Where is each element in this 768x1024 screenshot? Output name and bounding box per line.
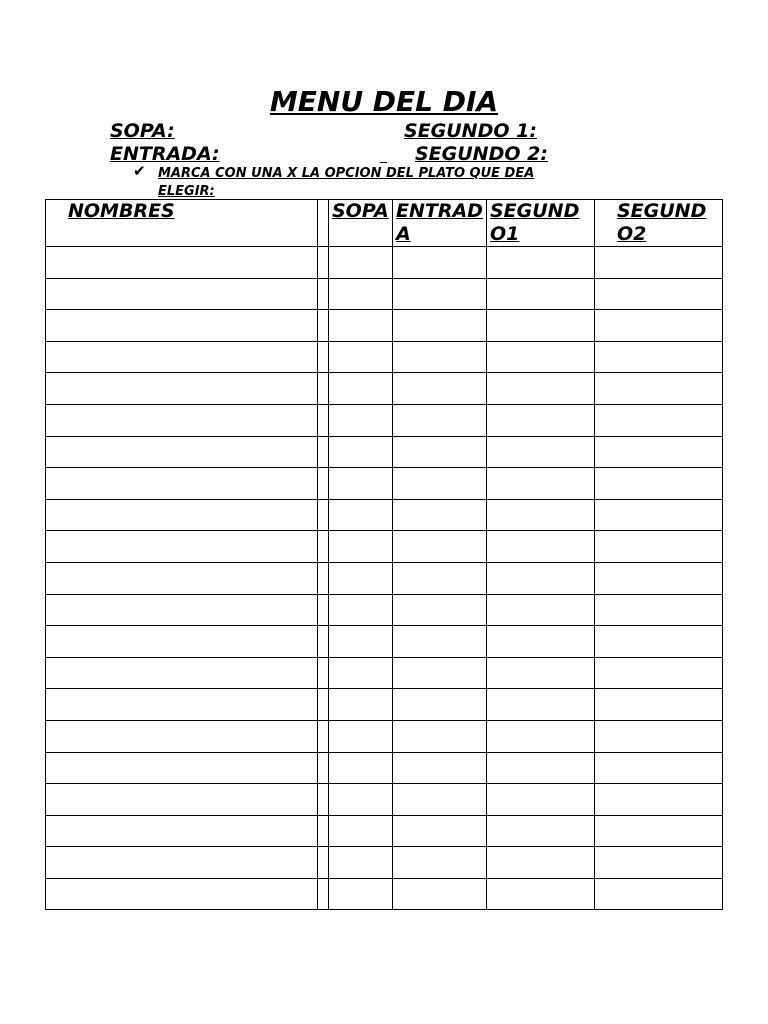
segundo1-cell[interactable] xyxy=(487,657,595,689)
table-row xyxy=(46,784,723,816)
entrada-cell[interactable] xyxy=(393,278,487,310)
entrada-cell[interactable] xyxy=(393,468,487,500)
nombre-cell[interactable] xyxy=(46,815,318,847)
segundo2-cell[interactable] xyxy=(595,499,723,531)
entrada-cell[interactable] xyxy=(393,341,487,373)
table-row xyxy=(46,373,723,405)
table-row xyxy=(46,815,723,847)
segundo2-cell[interactable] xyxy=(595,689,723,721)
entrada-cell[interactable] xyxy=(393,784,487,816)
segundo1-cell[interactable] xyxy=(487,752,595,784)
spacer-cell xyxy=(318,720,329,752)
sopa-cell[interactable] xyxy=(329,562,393,594)
segundo2-cell[interactable] xyxy=(595,847,723,879)
spacer-cell xyxy=(318,847,329,879)
segundo1-cell[interactable] xyxy=(487,562,595,594)
segundo2-cell[interactable] xyxy=(595,626,723,658)
table-row xyxy=(46,594,723,626)
spacer-cell xyxy=(318,626,329,658)
sopa-cell[interactable] xyxy=(329,847,393,879)
spacer-cell xyxy=(318,341,329,373)
spacer-cell xyxy=(318,815,329,847)
sopa-cell[interactable] xyxy=(329,815,393,847)
segundo2-cell[interactable] xyxy=(595,531,723,563)
segundo2-cell[interactable] xyxy=(595,436,723,468)
header-sopa-label: SOPA xyxy=(332,200,389,222)
table-row xyxy=(46,689,723,721)
sopa-cell[interactable] xyxy=(329,594,393,626)
spacer-cell xyxy=(318,531,329,563)
spacer-cell xyxy=(318,310,329,342)
table-header-row xyxy=(46,200,723,247)
table-row xyxy=(46,752,723,784)
segundo1-cell[interactable] xyxy=(487,531,595,563)
segundo1-cell[interactable] xyxy=(487,784,595,816)
segundo1-cell[interactable] xyxy=(487,815,595,847)
segundo1-cell[interactable] xyxy=(487,594,595,626)
table-row xyxy=(46,878,723,910)
nombre-cell[interactable] xyxy=(46,436,318,468)
underline-blank xyxy=(380,162,387,163)
menu-selection-table xyxy=(45,199,723,910)
segundo-1-label: SEGUNDO 1: xyxy=(404,120,537,142)
segundo1-cell[interactable] xyxy=(487,468,595,500)
spacer-cell xyxy=(318,752,329,784)
spacer-cell xyxy=(318,594,329,626)
segundo1-cell[interactable] xyxy=(487,878,595,910)
nombre-cell[interactable] xyxy=(46,404,318,436)
header-segundo2-label: SEGUNDO2 xyxy=(617,200,707,245)
nombre-cell[interactable] xyxy=(46,752,318,784)
table-row xyxy=(46,531,723,563)
segundo2-cell[interactable] xyxy=(595,373,723,405)
segundo1-cell[interactable] xyxy=(487,436,595,468)
spacer-cell xyxy=(318,247,329,279)
nombre-cell[interactable] xyxy=(46,720,318,752)
table-row xyxy=(46,626,723,658)
table-row xyxy=(46,657,723,689)
header-sopa xyxy=(329,200,393,247)
segundo1-cell[interactable] xyxy=(487,626,595,658)
entrada-cell[interactable] xyxy=(393,531,487,563)
sopa-cell[interactable] xyxy=(329,468,393,500)
entrada-label: ENTRADA: xyxy=(110,143,220,165)
table-row xyxy=(46,720,723,752)
table-row xyxy=(46,499,723,531)
segundo1-cell[interactable] xyxy=(487,373,595,405)
nombre-cell[interactable] xyxy=(46,689,318,721)
spacer-cell xyxy=(318,404,329,436)
segundo2-cell[interactable] xyxy=(595,562,723,594)
segundo2-cell[interactable] xyxy=(595,247,723,279)
segundo2-cell[interactable] xyxy=(595,278,723,310)
sopa-cell[interactable] xyxy=(329,341,393,373)
table-row xyxy=(46,436,723,468)
entrada-cell[interactable] xyxy=(393,657,487,689)
segundo1-cell[interactable] xyxy=(487,341,595,373)
nombre-cell[interactable] xyxy=(46,562,318,594)
sopa-cell[interactable] xyxy=(329,878,393,910)
nombre-cell[interactable] xyxy=(46,499,318,531)
nombre-cell[interactable] xyxy=(46,657,318,689)
table-row xyxy=(46,278,723,310)
entrada-cell[interactable] xyxy=(393,594,487,626)
segundo2-cell[interactable] xyxy=(595,341,723,373)
sopa-cell[interactable] xyxy=(329,689,393,721)
table-row xyxy=(46,341,723,373)
nombre-cell[interactable] xyxy=(46,531,318,563)
sopa-cell[interactable] xyxy=(329,247,393,279)
entrada-cell[interactable] xyxy=(393,404,487,436)
segundo2-cell[interactable] xyxy=(595,720,723,752)
page-title: MENU DEL DIA xyxy=(269,85,499,118)
table-row xyxy=(46,468,723,500)
table-row xyxy=(46,310,723,342)
nombre-cell[interactable] xyxy=(46,878,318,910)
entrada-cell[interactable] xyxy=(393,562,487,594)
segundo1-cell[interactable] xyxy=(487,310,595,342)
entrada-cell[interactable] xyxy=(393,373,487,405)
segundo1-cell[interactable] xyxy=(487,720,595,752)
entrada-cell[interactable] xyxy=(393,815,487,847)
segundo2-cell[interactable] xyxy=(595,310,723,342)
segundo2-cell[interactable] xyxy=(595,815,723,847)
nombre-cell[interactable] xyxy=(46,847,318,879)
spacer-cell xyxy=(318,657,329,689)
sopa-cell[interactable] xyxy=(329,752,393,784)
sopa-cell[interactable] xyxy=(329,720,393,752)
checkmark-icon: ✔ xyxy=(133,162,146,180)
entrada-cell[interactable] xyxy=(393,752,487,784)
sopa-cell[interactable] xyxy=(329,531,393,563)
spacer-cell xyxy=(318,784,329,816)
segundo2-cell[interactable] xyxy=(595,878,723,910)
instruction-line-2: ELEGIR: xyxy=(158,184,215,199)
nombre-cell[interactable] xyxy=(46,310,318,342)
sopa-cell[interactable] xyxy=(329,626,393,658)
header-nombres xyxy=(46,200,318,247)
sopa-cell[interactable] xyxy=(329,784,393,816)
entrada-cell[interactable] xyxy=(393,689,487,721)
segundo1-cell[interactable] xyxy=(487,404,595,436)
table-row xyxy=(46,404,723,436)
sopa-cell[interactable] xyxy=(329,310,393,342)
header-entrada xyxy=(393,200,487,247)
entrada-cell[interactable] xyxy=(393,310,487,342)
segundo2-cell[interactable] xyxy=(595,784,723,816)
entrada-cell[interactable] xyxy=(393,720,487,752)
nombre-cell[interactable] xyxy=(46,247,318,279)
entrada-cell[interactable] xyxy=(393,847,487,879)
nombre-cell[interactable] xyxy=(46,626,318,658)
sopa-cell[interactable] xyxy=(329,404,393,436)
spacer-cell xyxy=(318,278,329,310)
segundo1-cell[interactable] xyxy=(487,278,595,310)
spacer-cell xyxy=(318,499,329,531)
header-entrada-label: ENTRADA xyxy=(396,200,483,245)
nombre-cell[interactable] xyxy=(46,594,318,626)
segundo2-cell[interactable] xyxy=(595,594,723,626)
spacer-cell xyxy=(318,468,329,500)
segundo1-cell[interactable] xyxy=(487,247,595,279)
table-row xyxy=(46,562,723,594)
spacer-cell xyxy=(318,878,329,910)
segundo2-cell[interactable] xyxy=(595,404,723,436)
spacer-cell xyxy=(318,689,329,721)
sopa-cell[interactable] xyxy=(329,499,393,531)
nombre-cell[interactable] xyxy=(46,468,318,500)
segundo2-cell[interactable] xyxy=(595,752,723,784)
segundo1-cell[interactable] xyxy=(487,499,595,531)
entrada-cell[interactable] xyxy=(393,436,487,468)
spacer-cell xyxy=(318,562,329,594)
header-segundo2 xyxy=(595,200,723,247)
table-body xyxy=(46,247,723,910)
header-segundo1 xyxy=(487,200,595,247)
sopa-cell[interactable] xyxy=(329,373,393,405)
segundo1-cell[interactable] xyxy=(487,689,595,721)
segundo2-cell[interactable] xyxy=(595,657,723,689)
header-segundo1-label: SEGUNDO1 xyxy=(490,200,580,245)
nombre-cell[interactable] xyxy=(46,278,318,310)
segundo2-cell[interactable] xyxy=(595,468,723,500)
entrada-cell[interactable] xyxy=(393,247,487,279)
segundo-2-label: SEGUNDO 2: xyxy=(415,143,548,165)
sopa-cell[interactable] xyxy=(329,657,393,689)
spacer-cell xyxy=(318,373,329,405)
nombre-cell[interactable] xyxy=(46,341,318,373)
entrada-cell[interactable] xyxy=(393,878,487,910)
segundo1-cell[interactable] xyxy=(487,847,595,879)
entrada-cell[interactable] xyxy=(393,626,487,658)
sopa-label: SOPA: xyxy=(110,120,175,142)
table-row xyxy=(46,847,723,879)
header-spacer xyxy=(318,200,329,247)
spacer-cell xyxy=(318,436,329,468)
header-nombres-label: NOMBRES xyxy=(68,200,175,222)
table-row xyxy=(46,247,723,279)
sopa-cell[interactable] xyxy=(329,278,393,310)
instruction-line-1: MARCA CON UNA X LA OPCION DEL PLATO QUE DEA xyxy=(158,166,535,181)
nombre-cell[interactable] xyxy=(46,784,318,816)
entrada-cell[interactable] xyxy=(393,499,487,531)
nombre-cell[interactable] xyxy=(46,373,318,405)
sopa-cell[interactable] xyxy=(329,436,393,468)
